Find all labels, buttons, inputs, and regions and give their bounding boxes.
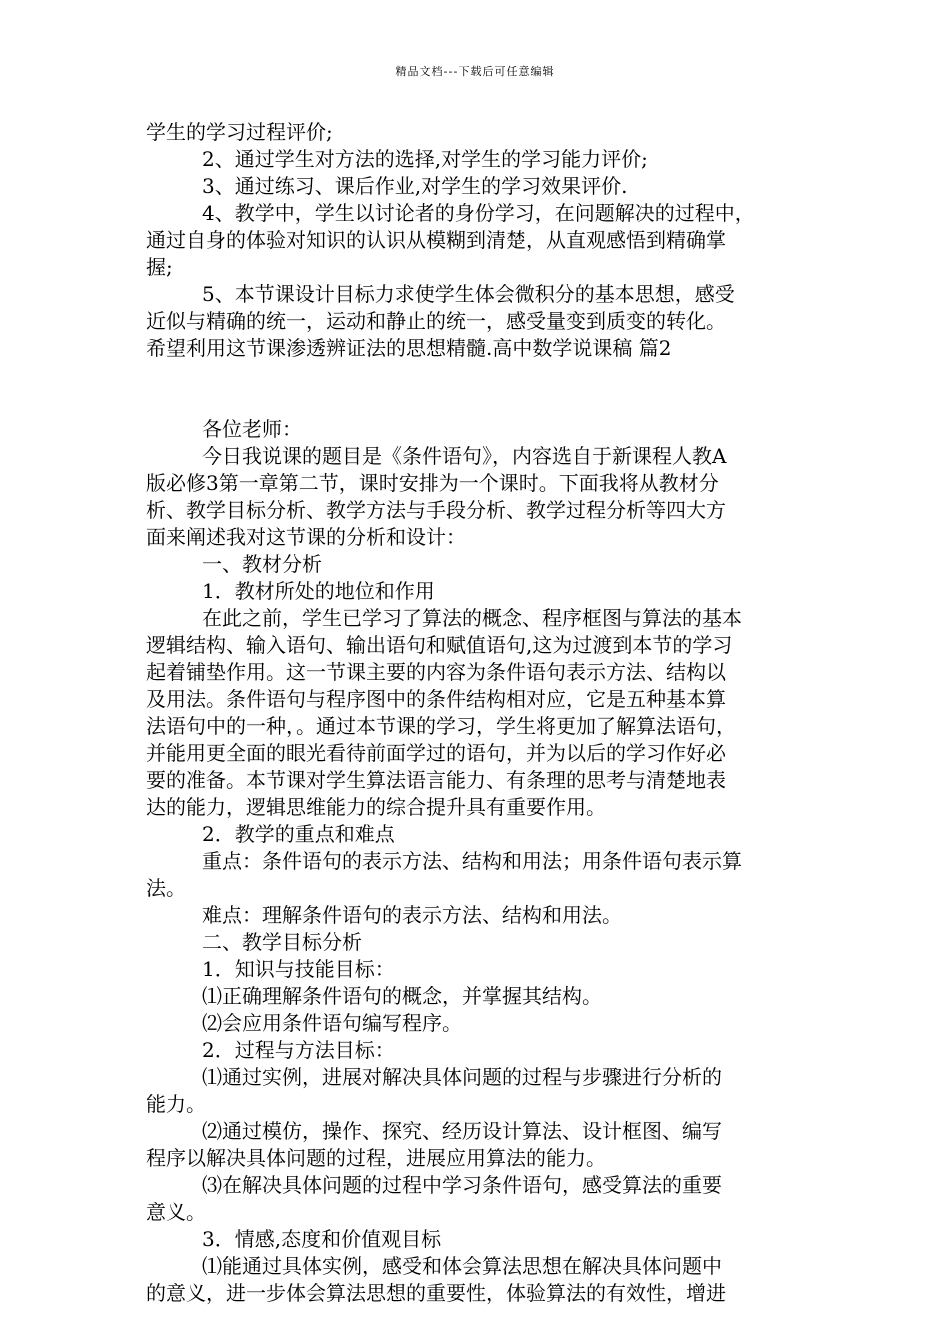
text-line: 学生的学习过程评价;: [146, 120, 333, 144]
section-heading: 二、教学目标分析: [202, 930, 362, 954]
text-line: 版必修3第一章第二节，课时安排为一个课时。下面我将从教材分: [146, 471, 719, 495]
section-heading: 一、教材分析: [202, 552, 322, 576]
text-line: 希望利用这节课渗透辨证法的思想精髓.高中数学说课稿 篇2: [146, 336, 672, 360]
subsection-heading: 1．知识与技能目标：: [202, 957, 395, 981]
list-item: ⑵会应用条件语句编写程序。: [202, 1011, 462, 1035]
text-line: 各位老师：: [202, 417, 302, 441]
text-line: 握;: [146, 255, 173, 279]
text-line: 法语句中的一种，。通过本节课的学习，学生将更加了解算法语句，: [146, 714, 736, 738]
list-item: ⑴通过实例，进展对解决具体问题的过程与步骤进行分析的: [202, 1065, 722, 1089]
list-item: ⑶在解决具体问题的过程中学习条件语句，感受算法的重要: [202, 1173, 722, 1197]
text-line: 通过自身的体验对知识的认识从模糊到清楚，从直观感悟到精确掌: [146, 228, 726, 252]
subsection-heading: 2．过程与方法目标：: [202, 1038, 395, 1062]
subsection-heading: 3．情感,态度和价值观目标: [202, 1227, 442, 1251]
text-line: 近似与精确的统一，运动和静止的统一，感受量变到质变的转化。: [146, 309, 726, 333]
text-line: 2、通过学生对方法的选择,对学生的学习能力评价;: [202, 147, 648, 171]
text-line: 逻辑结构、输入语句、输出语句和赋值语句,这为过渡到本节的学习: [146, 633, 733, 657]
text-line: 达的能力，逻辑思维能力的综合提升具有重要作用。: [146, 795, 606, 819]
subsection-heading: 2．教学的重点和难点: [202, 822, 395, 846]
text-line: 要的准备。本节课对学生算法语言能力、有条理的思考与清楚地表: [146, 768, 726, 792]
text-line: 面来阐述我对这节课的分析和设计：: [146, 525, 466, 549]
text-line: 3、通过练习、课后作业,对学生的学习效果评价.: [202, 174, 628, 198]
text-line: 4、教学中，学生以讨论者的身份学习，在问题解决的过程中，: [202, 201, 755, 225]
document-body: [146, 119, 814, 1307]
subsection-heading: 1．教材所处的地位和作用: [202, 579, 435, 603]
text-line: 难点：理解条件语句的表示方法、结构和用法。: [202, 903, 622, 927]
list-item: ⑴正确理解条件语句的概念，并掌握其结构。: [202, 984, 602, 1008]
text-line: 并能用更全面的眼光看待前面学过的语句，并为以后的学习作好必: [146, 741, 726, 765]
text-line: 的意义，进一步体会算法思想的重要性，体验算法的有效性，增进: [146, 1281, 726, 1305]
text-line: 意义。: [146, 1200, 206, 1224]
text-line: 今日我说课的题目是《条件语句》，内容选自于新课程人教A: [202, 444, 727, 468]
page-header: 精品文档---下载后可任意编辑: [395, 65, 555, 78]
text-line: 能力。: [146, 1092, 206, 1116]
text-line: 及用法。条件语句与程序图中的条件结构相对应，它是五种基本算: [146, 687, 726, 711]
text-line: 法。: [146, 876, 186, 900]
text-line: 程序以解决具体问题的过程，进展应用算法的能力。: [146, 1146, 606, 1170]
text-line: 5、本节课设计目标力求使学生体会微积分的基本思想，感受: [202, 282, 735, 306]
text-line: 在此之前，学生已学习了算法的概念、程序框图与算法的基本: [202, 606, 742, 630]
text-line: 起着铺垫作用。这一节课主要的内容为条件语句表示方法、结构以: [146, 660, 726, 684]
text-line: 重点：条件语句的表示方法、结构和用法；用条件语句表示算: [202, 849, 742, 873]
list-item: ⑴能通过具体实例，感受和体会算法思想在解决具体问题中: [202, 1254, 722, 1278]
text-line: 析、教学目标分析、教学方法与手段分析、教学过程分析等四大方: [146, 498, 726, 522]
section-gap: [146, 362, 814, 416]
list-item: ⑵通过模仿，操作、探究、经历设计算法、设计框图、编写: [202, 1119, 722, 1143]
